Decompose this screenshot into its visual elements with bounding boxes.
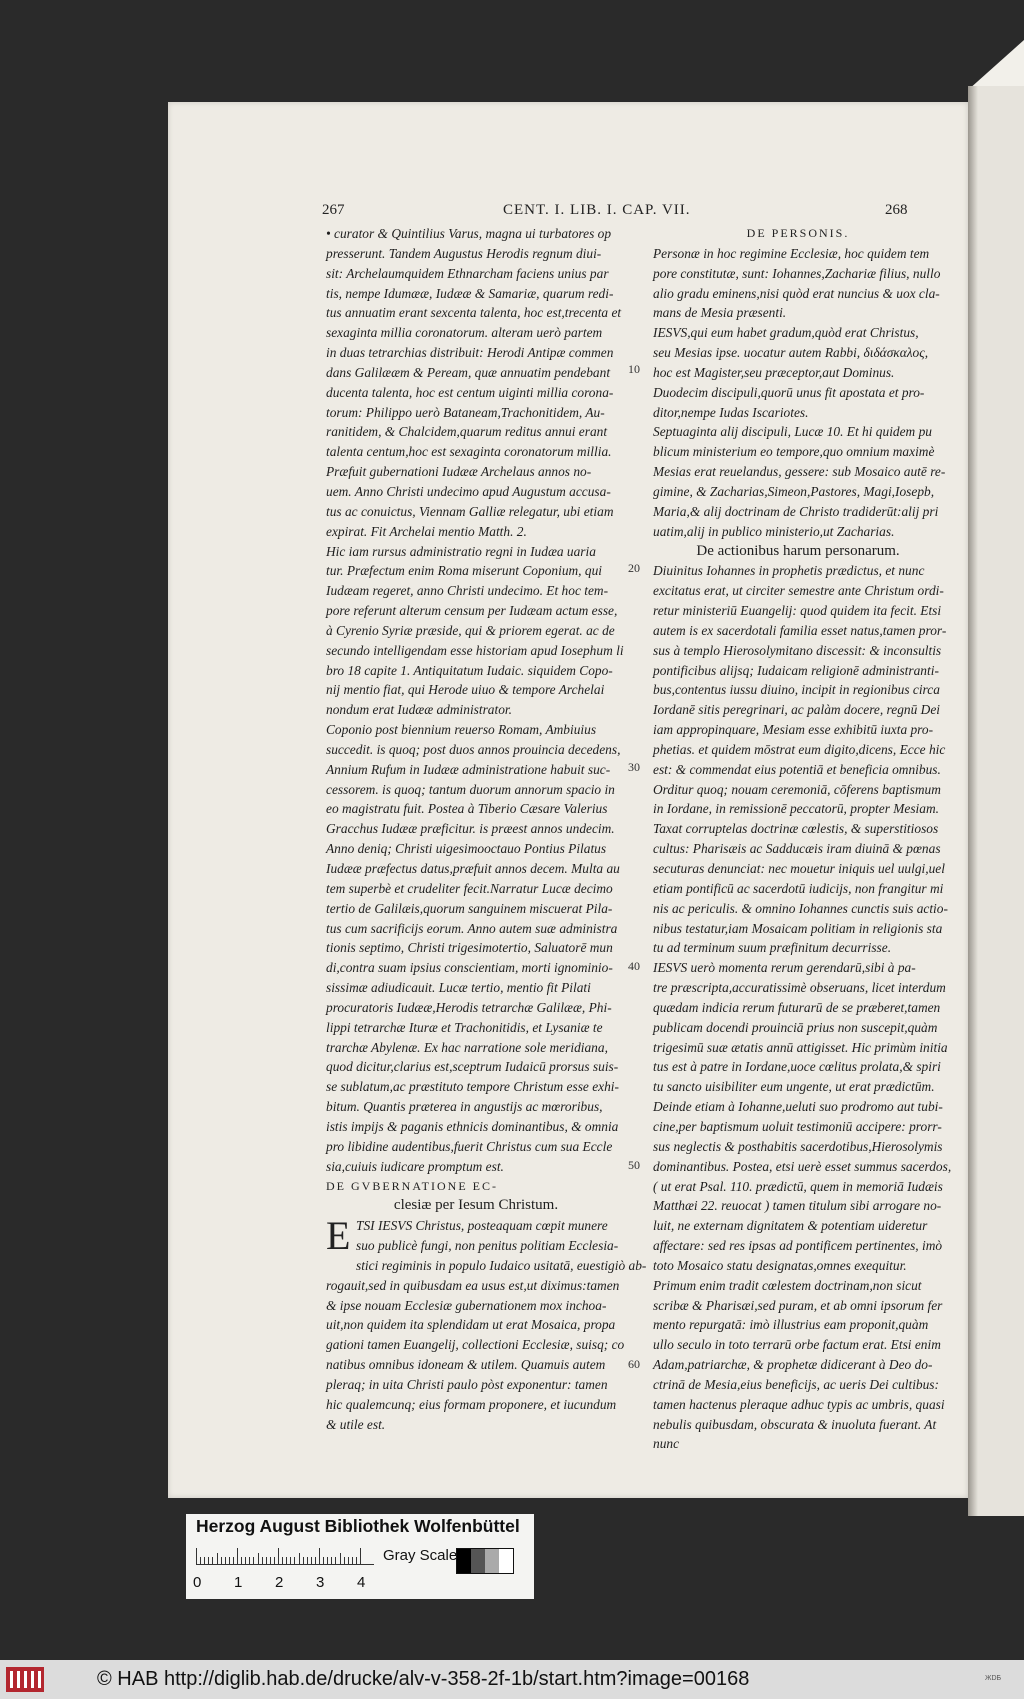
text-line: in Iordane, in remissionē peccatorū, propter Mesiam. bbox=[653, 801, 939, 817]
ruler-tick bbox=[270, 1557, 271, 1564]
ruler-tick bbox=[323, 1557, 324, 1564]
text-line: Coponio post biennium reuerso Romam, Ambiuius bbox=[326, 722, 597, 738]
swatch-dark-gray bbox=[471, 1549, 485, 1573]
text-line: nunc bbox=[653, 1436, 680, 1452]
text-line: autem is ex sacerdotali familia esset natus,tamen pror- bbox=[653, 622, 947, 638]
text-line: affectare: sed res ipsas ad pontificem pertinentes, imò bbox=[653, 1238, 943, 1254]
text-line: à Cyrenio Syriæ præside, qui & priorem egerat. ac de bbox=[326, 622, 615, 638]
ruler-tick bbox=[303, 1557, 304, 1564]
ruler-tick bbox=[204, 1557, 205, 1564]
ruler-tick bbox=[311, 1557, 312, 1564]
text-line: IESVS,qui eum habet gradum,quòd erat Christus, bbox=[653, 325, 919, 341]
text-line: tis, nempe Idumææ, Iudææ & Samariæ, quarum redi- bbox=[326, 285, 614, 301]
ruler-tick bbox=[331, 1557, 332, 1564]
ruler-tick bbox=[327, 1557, 328, 1564]
text-line: est: & commendat eius potentiā et beneficia omnibus. bbox=[653, 761, 941, 777]
text-line: gationi tamen Euangelij, collectioni Ecclesiæ, suisq; co bbox=[326, 1337, 625, 1353]
swatch-light-gray bbox=[485, 1549, 499, 1573]
text-line: retur ministeriū Euangelij: quod quidem ita fecit. Etsi bbox=[653, 603, 942, 619]
text-line: scribæ & Pharisæi,sed puram, et ab omni ipsorum fer bbox=[653, 1297, 943, 1313]
text-line: se sublatum,ac præstituto tempore Christum esse exhi- bbox=[326, 1079, 619, 1095]
ruler-tick bbox=[278, 1548, 279, 1564]
ruler-tick bbox=[348, 1557, 349, 1564]
text-line: sus à templo Hierosolymitano discessit: & inconsultis bbox=[653, 642, 942, 658]
text-line: Personæ in hoc regimine Ecclesiæ, hoc quidem tem bbox=[653, 245, 930, 261]
text-line: luit, ne externam dignitatem & potentiam uideretur bbox=[653, 1218, 928, 1234]
text-line: & utile est. bbox=[326, 1416, 386, 1432]
text-line: nebulis quibusdam, obscurata & inuoluta fuerant. At bbox=[653, 1416, 937, 1432]
text-line: uem. Anno Christi undecimo apud Augustum accusa- bbox=[326, 483, 611, 499]
running-head: CENT. I. LIB. I. CAP. VII. bbox=[503, 202, 691, 218]
drop-cap-letter: E bbox=[326, 1213, 351, 1259]
text-line: sissimæ adiudicauit. Lucæ tertio, mentio fit Pilati bbox=[326, 980, 591, 996]
line-number-60: 60 bbox=[628, 1357, 640, 1371]
ruler-tick bbox=[335, 1557, 336, 1564]
text-line: sit: Archelaumquidem Ethnarcham faciens unius par bbox=[326, 265, 609, 281]
ruler-tick bbox=[208, 1557, 209, 1564]
ruler-tick bbox=[274, 1557, 275, 1564]
text-line: trigesimū suæ ætatis annū attigisset. Hic primùm initia bbox=[653, 1039, 948, 1055]
footer-mark: ЖDБ bbox=[985, 1675, 1002, 1682]
text-line: Orditur quoq; nouam ceremoniā, cōferens baptismum bbox=[653, 781, 941, 797]
text-line: torum: Philippo uerò Bataneam,Trachonitidem, Au- bbox=[326, 404, 605, 420]
line-number-20: 20 bbox=[628, 561, 640, 575]
text-line: tus cum sacrificijs eorum. Anno autem suæ administra bbox=[326, 920, 618, 936]
ruler-tick bbox=[233, 1557, 234, 1564]
ruler-tick bbox=[253, 1557, 254, 1564]
ruler-tick bbox=[266, 1557, 267, 1564]
text-line: Anno deniq; Christi uigesimooctauo Pontius Pilatus bbox=[326, 841, 607, 857]
text-line: tus annuatim erant sexcenta talenta, hoc est,trecenta et bbox=[326, 305, 622, 321]
text-line: Hic iam rursus administratio regni in Iudæa uaria bbox=[326, 543, 596, 559]
text-line: tus ac conuictus, Viennam Galliæ relegatur, ubi etiam bbox=[326, 503, 614, 519]
scale-number-0: 0 bbox=[193, 1574, 202, 1591]
ruler-tick bbox=[241, 1557, 242, 1564]
text-line: quædam indicia rerum futurarū de se præberet,tamen bbox=[653, 999, 941, 1015]
gray-scale-card bbox=[186, 1514, 534, 1599]
text-line: & ipse nouam Ecclesiæ gubernationem mox inchoa- bbox=[326, 1297, 607, 1313]
book-page bbox=[168, 102, 968, 1498]
text-line: hic qualemcunq; eius formam proponere, et iucundum bbox=[326, 1396, 617, 1412]
text-line: publicam docendi prouinciā prius non suscepit,quàm bbox=[653, 1019, 938, 1035]
footer-bar bbox=[0, 1660, 1024, 1699]
ruler-tick bbox=[196, 1548, 197, 1564]
right-column bbox=[653, 224, 952, 1454]
text-line: tem superbè et crudeliter fecit.Narratur Lucæ decimo bbox=[326, 880, 613, 896]
ruler-tick bbox=[237, 1548, 238, 1564]
right-text-block-1 bbox=[653, 244, 946, 542]
text-line: Gracchus Iudææ præficitur. is præest annos undecim. bbox=[326, 821, 615, 837]
copyright-url: © HAB http://diglib.hab.de/drucke/alv-v-358-2f-1b/start.htm?image=00168 bbox=[97, 1668, 750, 1690]
hab-logo-icon bbox=[6, 1667, 44, 1692]
left-page-number: 267 bbox=[322, 202, 345, 218]
ruler-tick bbox=[319, 1548, 320, 1564]
swatch-black bbox=[457, 1549, 471, 1573]
line-number-50: 50 bbox=[628, 1158, 640, 1172]
left-text-block-1 bbox=[326, 224, 626, 1177]
text-line: Iudææ præfectus datus,præfuit annos decem. Multa au bbox=[326, 861, 620, 876]
text-line: tu ad terminum suum præfinitum decurrisse. bbox=[653, 940, 892, 956]
line-number-30: 30 bbox=[628, 760, 640, 774]
text-line: sus neglectis & posthabitis sacerdotibus,Hierosolymis bbox=[653, 1138, 943, 1154]
text-line: • curator & Quintilius Varus, magna ui turbatores op bbox=[326, 226, 612, 241]
text-line: sia,cuiuis iudicare promptum est. bbox=[326, 1158, 504, 1174]
text-line: secundo intelligendam esse historiam apud Iosephum li bbox=[326, 642, 624, 658]
ruler-tick bbox=[294, 1557, 295, 1564]
text-line: seu Mesias ipse. uocatur autem Rabbi, διδάσκαλος, bbox=[653, 345, 929, 361]
gray-swatches bbox=[456, 1548, 514, 1574]
text-line: natibus omnibus idoneam & utilem. Quamuis autem bbox=[326, 1357, 606, 1373]
text-line: excitatus erat, ut circiter semestre ante Christum ordi- bbox=[653, 583, 944, 599]
text-line: blicum ministerium eo tempore,quo omnium maximè bbox=[653, 444, 935, 460]
text-line: Deinde etiam à Iohanne,ueluti suo prodromo aut tubi- bbox=[653, 1099, 943, 1115]
section-heading-gubernatione: DE GVBERNATIONE EC- bbox=[326, 1178, 498, 1193]
text-line: nis ac periculis. & omnino Iohannes cunctis suis actio- bbox=[653, 900, 948, 916]
text-line: presserunt. Tandem Augustus Herodis regnum diui- bbox=[326, 245, 602, 261]
scale-card-title: Herzog August Bibliothek Wolfenbüttel bbox=[196, 1516, 520, 1536]
text-line: nondum erat Iudææ administrator. bbox=[326, 702, 512, 718]
text-line: pontificibus alijsq; Iudaicam religionē administranti- bbox=[653, 662, 939, 678]
text-line: tertio de Galilæis,quorum sanguinem miscuerat Pila- bbox=[326, 900, 613, 916]
ruler-tick bbox=[286, 1557, 287, 1564]
ruler-tick bbox=[212, 1557, 213, 1564]
ruler-tick bbox=[356, 1557, 357, 1564]
ruler-tick bbox=[249, 1557, 250, 1564]
section-heading-personis: DE PERSONIS. bbox=[746, 226, 850, 240]
ruler-tick bbox=[315, 1557, 316, 1564]
text-line: tus est à patre in Iordane,uoce cœlitus prolata,& spiri bbox=[653, 1059, 941, 1075]
text-line: suo publicè fungi, non penitus politiam Ecclesia- bbox=[356, 1238, 619, 1254]
text-line: alio gradu eminens,nisi quòd erat nuncius & uox cla- bbox=[653, 285, 940, 301]
text-line: Septuaginta alij discipuli, Lucæ 10. Et hi quidem pu bbox=[653, 424, 932, 440]
page-corner bbox=[968, 40, 1024, 90]
text-line: nij mentio fiat, qui Herode uiuo & tempore Archelai bbox=[326, 682, 605, 698]
text-line: di,contra suam ipsius conscientiam, morti ignominio- bbox=[326, 960, 613, 976]
text-line: ducenta talenta, hoc est centum uiginti millia corona- bbox=[326, 384, 614, 400]
ruler-tick bbox=[262, 1557, 263, 1564]
scale-number-4: 4 bbox=[357, 1574, 366, 1591]
scale-number-2: 2 bbox=[275, 1574, 284, 1591]
text-line: stici regiminis in populo Iudaico usitatā, euestigiò ab- bbox=[356, 1257, 647, 1273]
text-line: mento repurgatā: imò illustrius eam proponit,quàm bbox=[653, 1317, 929, 1333]
ruler-tick bbox=[282, 1557, 283, 1564]
text-line: pore constitutæ, sunt: Iohannes,Zachariæ filius, nullo bbox=[653, 265, 941, 281]
text-line: Duodecim discipuli,quorū unus fit apostata et pro- bbox=[653, 384, 925, 400]
text-line: ullo seculo in toto terrarū orbe factum erat. Etsi enim bbox=[653, 1337, 941, 1353]
text-line: succedit. is quoq; post duos annos prouincia decedens, bbox=[326, 741, 621, 757]
ruler-tick bbox=[299, 1553, 300, 1564]
text-line: cessorem. is quoq; tantum duorum annorum spacio in bbox=[326, 781, 615, 797]
text-line: uit,non quidem ita splendidam ut erat Mosaica, propa bbox=[326, 1317, 616, 1333]
text-line: uatim,alij in publico ministerio,ut Zacharias. bbox=[653, 523, 895, 539]
ruler-tick bbox=[352, 1557, 353, 1564]
text-line: pleraq; in uita Christi paulo pòst exponentur: tamen bbox=[326, 1376, 608, 1392]
text-line: IESVS uerò momenta rerum gerendarū,sibi à pa- bbox=[653, 960, 916, 976]
ruler-tick bbox=[200, 1557, 201, 1564]
text-line: nibus testatur,iam Mosaicam politiam in religionis sta bbox=[653, 920, 943, 936]
text-line: iam appropinquare, Mesiam esse exhibitū iuxta pro- bbox=[653, 722, 934, 738]
text-line: toto Mosaico statu designatas,omnes exequitur. bbox=[653, 1257, 907, 1273]
ruler-tick bbox=[225, 1557, 226, 1564]
gray-scale-label: Gray Scale bbox=[383, 1547, 458, 1564]
text-line: tur. Præfectum enim Roma miserunt Coponium, qui bbox=[326, 563, 602, 579]
text-line: tamen hactenus pleraque adhuc typis ac umbris, quasi bbox=[653, 1396, 945, 1412]
right-page-number: 268 bbox=[885, 202, 908, 218]
scale-number-3: 3 bbox=[316, 1574, 325, 1591]
text-line: tu sancto uisibiliter eum ungente, ut erat prædictūm. bbox=[653, 1079, 935, 1095]
text-line: ranitidem, & Chalcidem,quarum reditus annui erant bbox=[326, 424, 608, 440]
text-line: bitum. Quantis præterea in angustijs ac mœroribus, bbox=[326, 1099, 603, 1115]
text-line: cultus: Pharisæis ac Sadducæis iram diuinā & pœnas bbox=[653, 841, 941, 857]
text-line: phetias. et quidem mōstrat eum digito,dicens, Ecce hic bbox=[653, 741, 946, 757]
text-line: hoc est Magister,seu præceptor,aut Dominus. bbox=[653, 364, 895, 380]
text-line: pro libidine audentibus,fuerit Christus cum sua Eccle bbox=[326, 1138, 613, 1154]
text-line: lippi tetrarchæ Ituræ et Trachonitidis, et Lysaniæ te bbox=[326, 1019, 603, 1035]
text-line: Maria,& alij doctrinam de Christo tradiderūt:alij pri bbox=[653, 503, 939, 519]
text-line: Iordanē sitis peregrinari, ac palàm docere, regnū Dei bbox=[653, 702, 940, 718]
ruler-tick bbox=[290, 1557, 291, 1564]
ruler-tick bbox=[221, 1557, 222, 1564]
line-number-40: 40 bbox=[628, 959, 640, 973]
text-line: tre præscripta,accuratissimè obseruans, licet interdum bbox=[653, 980, 946, 996]
text-line: mans de Mesia præsenti. bbox=[653, 305, 787, 321]
text-line: Primum enim tradit cœlestem doctrinam,non sicut bbox=[653, 1277, 922, 1293]
text-line: gimine, & Zacharias,Simeon,Pastores, Magi,Iosepb, bbox=[653, 483, 935, 499]
text-line: Taxat corruptelas doctrinæ cœlestis, & superstitiosos bbox=[653, 821, 939, 837]
text-line: ctrinā de Mesia,eius beneficijs, ac ueris Dei cultibus: bbox=[653, 1376, 939, 1392]
text-line: Mesias erat reuelandus, gessere: sub Mosaico autē re- bbox=[653, 464, 946, 480]
text-line: procuratoris Iudææ,Herodis tetrarchæ Galilææ, Phi- bbox=[326, 999, 612, 1015]
text-line: dans Galilææm & Peream, quæ annuatim pendebant bbox=[326, 364, 611, 380]
text-line: cine,per baptismum uoluit testimoniū accipere: prorr- bbox=[653, 1118, 942, 1134]
text-line: Præfuit gubernationi Iudææ Archelaus annos no- bbox=[326, 464, 592, 480]
line-number-10: 10 bbox=[628, 362, 640, 376]
text-line: bus,contentus iussu diuino, incipit in regionibus circa bbox=[653, 682, 940, 698]
ruler-tick bbox=[360, 1548, 361, 1564]
text-line: pore referunt alterum censum per Iudæam actum esse, bbox=[326, 603, 618, 619]
ruler-tick bbox=[229, 1557, 230, 1564]
scale-number-1: 1 bbox=[234, 1574, 243, 1591]
text-line: rogauit,sed in quibusdam ea usus est,ut diximus:tamen bbox=[326, 1277, 620, 1293]
text-line: talenta centum,hoc est sexaginta coronatorum millia. bbox=[326, 444, 612, 460]
text-line: bro 18 capite 1. Antiquitatum Iudaic. siquidem Copo- bbox=[326, 662, 613, 678]
text-line: tionis septimo, Christi trigesimotertio, Saluatorē mun bbox=[326, 940, 613, 956]
ruler-tick bbox=[217, 1553, 218, 1564]
text-line: Matthæi 22. reuocat ) tamen titulum sibi arrogare no- bbox=[653, 1198, 942, 1214]
swatch-white bbox=[499, 1549, 513, 1573]
ruler-tick bbox=[258, 1553, 259, 1564]
text-line: sexaginta millia coronatorum. alteram uerò partem bbox=[326, 325, 603, 341]
text-line: eo magistratu fuit. Postea à Tiberio Cæsare Valerius bbox=[326, 801, 608, 817]
text-line: Diuinitus Iohannes in prophetis prædictus, et nunc bbox=[653, 563, 925, 579]
page-gutter-shadow bbox=[968, 86, 978, 1516]
section-subheading-ecclesiae: clesiæ per Iesum Christum. bbox=[393, 1197, 559, 1214]
ruler-tick bbox=[307, 1557, 308, 1564]
text-line: ( ut erat Psal. 110. prædictū, quem in memoriā Iudæis bbox=[653, 1178, 943, 1194]
text-line: secuturas denunciat: nec mouetur iniquis uel uulgi,uel bbox=[653, 861, 945, 876]
text-line: expirat. Fit Archelai mentio Matth. 2. bbox=[326, 523, 527, 539]
text-line: Adam,patriarchæ, & prophetæ didicerant à Deo do- bbox=[653, 1357, 933, 1373]
text-line: Iudæam regeret, anno Christi undecimo. Et hoc tem- bbox=[326, 583, 609, 599]
text-line: quod dicitur,clarius est,sceptrum Iudaicū prorsus suis- bbox=[326, 1059, 619, 1075]
text-line: Annium Rufum in Iudææ administratione habuit suc- bbox=[326, 761, 611, 777]
text-line: etiam pontificū ac sacerdotū iudicijs, non frangitur mi bbox=[653, 880, 944, 896]
text-line: trarchæ Abylenæ. Ex hac narratione sole meridiana, bbox=[326, 1039, 608, 1055]
text-line: istis impijs & paganis ethnicis dominantibus, & omnia bbox=[326, 1118, 619, 1134]
ruler-tick bbox=[340, 1553, 341, 1564]
text-line: dominantibus. Postea, etsi uerè esset summus sacerdos, bbox=[653, 1158, 952, 1174]
ruler-tick bbox=[245, 1557, 246, 1564]
text-line: in duas tetrarchias distribuit: Herodi Antipæ commen bbox=[326, 345, 614, 361]
right-text-block-2 bbox=[653, 561, 952, 1454]
section-subheading-actionibus: De actionibus harum personarum. bbox=[696, 542, 900, 559]
text-line: ditor,nempe Iudas Iscariotes. bbox=[653, 404, 809, 420]
scale-ruler bbox=[196, 1546, 374, 1565]
ruler-tick bbox=[344, 1557, 345, 1564]
text-line: TSI IESVS Christus, posteaquam cœpit munere bbox=[356, 1218, 608, 1234]
